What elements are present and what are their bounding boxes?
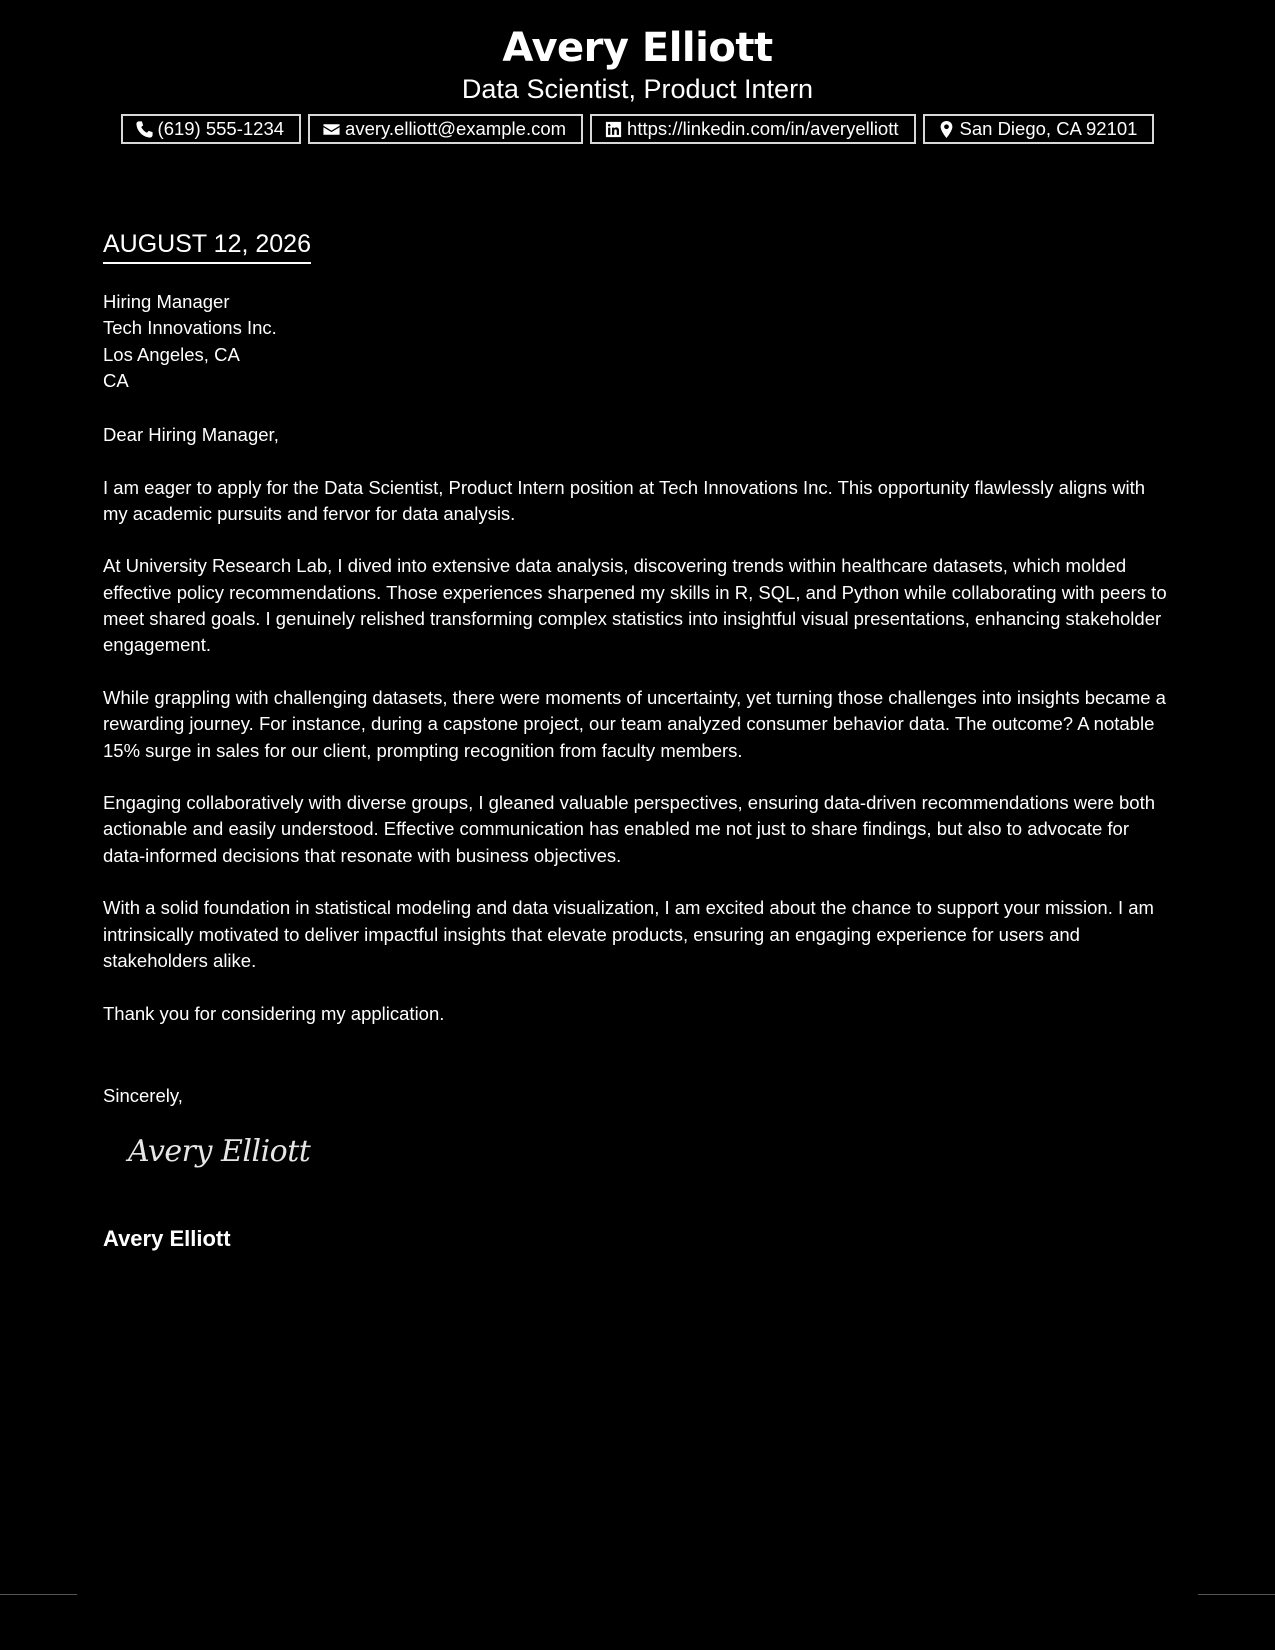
recipient-line: Tech Innovations Inc.: [103, 317, 277, 339]
letter-body: [103, 422, 1173, 1053]
contact-location-text: San Diego, CA 92101: [959, 118, 1138, 139]
contact-linkedin[interactable]: [590, 114, 915, 144]
contact-location[interactable]: [923, 114, 1155, 144]
signer-name: Avery Elliott: [103, 1226, 231, 1251]
body-paragraph: Thank you for considering my application.: [103, 1002, 445, 1024]
handwritten-signature: Avery Elliott: [128, 1134, 311, 1169]
contact-email-text: avery.elliott@example.com: [345, 118, 567, 139]
footer-divider-right: [1198, 1594, 1275, 1595]
linkedin-icon: [604, 120, 623, 139]
envelope-icon: [322, 120, 341, 139]
contact-phone-text: (619) 555-1234: [157, 118, 285, 139]
phone-icon: [135, 120, 154, 139]
contact-email[interactable]: [308, 114, 583, 144]
footer-divider-left: [0, 1594, 77, 1595]
applicant-name: Avery Elliott: [502, 25, 773, 71]
body-paragraph: With a solid foundation in statistical modeling and data visualization, I am excited about the chance to support your mission. I am intrinsically motivated to deliver impactful insights that elevate products, ensuring an engaging experience for users and stakeholders alike.: [103, 897, 1154, 971]
recipient-block: [103, 289, 277, 394]
recipient-line: CA: [103, 369, 129, 391]
salutation: Dear Hiring Manager,: [103, 424, 279, 445]
contact-bar: [0, 114, 1275, 144]
contact-linkedin-text: https://linkedin.com/in/averyelliott: [627, 118, 899, 139]
map-marker-icon: [937, 120, 956, 139]
body-paragraph: I am eager to apply for the Data Scientist, Product Intern position at Tech Innovations Inc. This opportunity flawlessly aligns with my academic pursuits and fervor for data analysis.: [103, 476, 1146, 524]
contact-phone[interactable]: [121, 114, 302, 144]
body-paragraph: At University Research Lab, I dived into extensive data analysis, discovering trends within healthcare datasets, which molded effective policy recommendations. Those experiences sharpened my skills in R, SQL, and Python while collaborating with peers to meet shared goals. I genuinely relished transforming complex statistics into insightful visual presentations, enhancing stakeholder engagement.: [103, 555, 1167, 656]
body-paragraph: Engaging collaboratively with diverse groups, I gleaned valuable perspectives, ensuring data-driven recommendations were both actionable and easily understood. Effective communication has enabled me not just to share findings, but also to advocate for data-informed decisions that resonate with business objectives.: [103, 792, 1156, 866]
recipient-line: Los Angeles, CA: [103, 343, 240, 365]
letter-date: AUGUST 12, 2026: [103, 228, 311, 264]
recipient-line: Hiring Manager: [103, 291, 230, 312]
job-title: Data Scientist, Product Intern: [461, 74, 814, 104]
body-paragraph: While grappling with challenging datasets, there were moments of uncertainty, yet turning those challenges into insights became a rewarding journey. For instance, during a capstone project, our team analyzed consumer behavior data. The outcome? A notable 15% surge in sales for our client, prompting recognition from faculty members.: [103, 686, 1166, 761]
closing: Sincerely,: [103, 1085, 183, 1106]
